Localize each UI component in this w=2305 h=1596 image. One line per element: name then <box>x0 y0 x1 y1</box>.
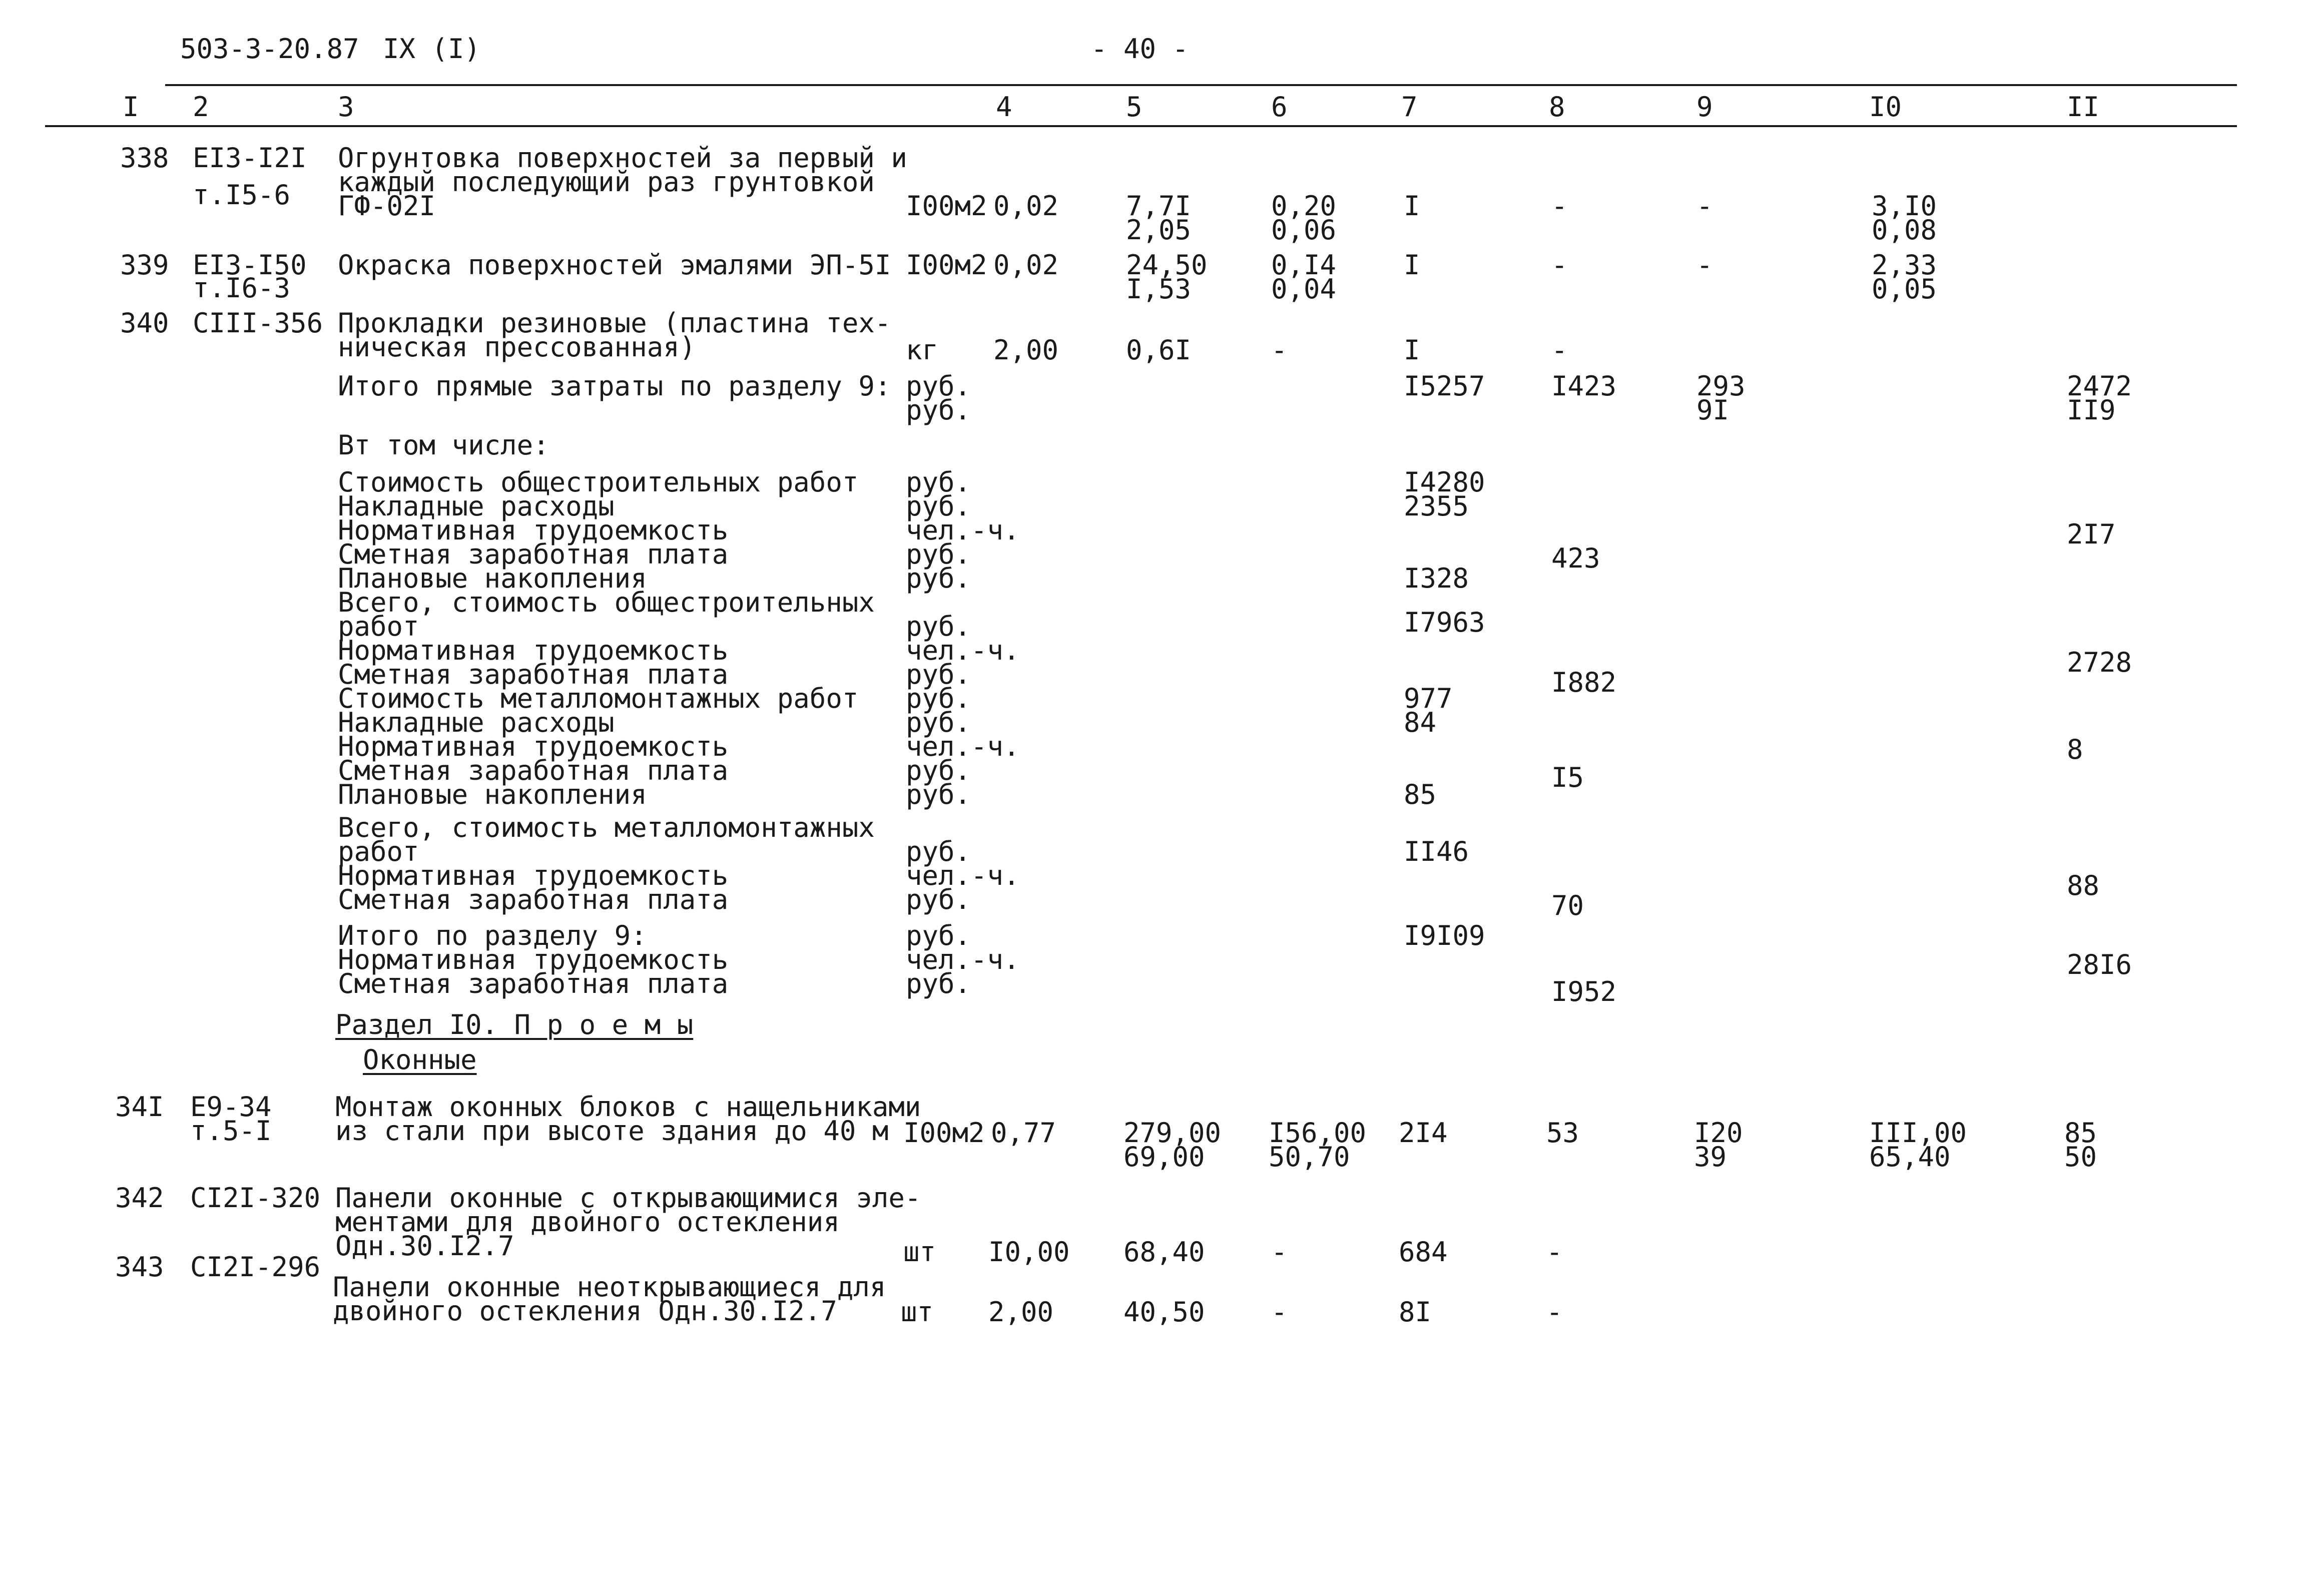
cell-col10: 2,33 0,05 <box>1872 249 1937 305</box>
breakdown-value: I4280 <box>1404 466 1485 498</box>
row-number: 34I <box>115 1091 164 1123</box>
breakdown-unit: руб. <box>906 836 971 867</box>
unit: кг <box>906 334 939 366</box>
breakdown-value: 977 <box>1404 683 1453 714</box>
row-number: 338 <box>120 142 169 174</box>
cell-col7: 8I <box>1399 1296 1432 1328</box>
breakdown-label: Всего, стоимость металломонтажных <box>338 812 875 843</box>
breakdown-label: Плановые накопления <box>338 563 647 594</box>
row-number: 342 <box>115 1182 164 1214</box>
breakdown-unit: руб. <box>906 707 971 738</box>
breakdown-value: II46 <box>1404 836 1469 867</box>
col-header: 3 <box>338 91 354 123</box>
breakdown-unit: руб. <box>906 611 971 642</box>
cell-col5: 24,50 I,53 <box>1126 249 1208 305</box>
cell-col10: 3,I0 0,08 <box>1872 190 1937 246</box>
breakdown-label: Нормативная трудоемкость <box>338 635 729 666</box>
cell-col8: - <box>1546 1296 1563 1328</box>
row-number: 340 <box>120 307 169 339</box>
cell-col11: 85 50 <box>2064 1117 2097 1173</box>
row-number: 343 <box>115 1251 164 1283</box>
cell-col7: I <box>1404 190 1420 222</box>
cell-col7: I <box>1404 334 1420 366</box>
quantity: 0,02 <box>993 190 1059 222</box>
breakdown-label: Нормативная трудоемкость <box>338 514 729 546</box>
breakdown-unit: руб. <box>906 968 971 999</box>
breakdown-unit: руб. <box>906 490 971 522</box>
incl-heading: Вт том числе: <box>338 429 549 461</box>
breakdown-value: 70 <box>1551 890 1584 921</box>
row-number: 339 <box>120 249 169 281</box>
breakdown-value: 84 <box>1404 707 1437 738</box>
description: Панели оконные с открывающимися эле- <box>335 1182 921 1214</box>
breakdown-label: Сметная заработная плата <box>338 659 729 690</box>
breakdown-value: I9I09 <box>1404 920 1485 951</box>
col-header: I <box>123 91 139 123</box>
rate-code: E9-34 <box>190 1091 272 1123</box>
cell-col5: 68,40 <box>1123 1236 1205 1268</box>
breakdown-unit: чел.-ч. <box>906 514 1020 546</box>
cell-col8: - <box>1551 249 1568 281</box>
section-title: Раздел I0. П р о е м ы <box>335 1009 694 1040</box>
section-subtitle: Оконные <box>363 1044 477 1076</box>
description: Прокладки резиновые (пластина тех- <box>338 307 891 339</box>
unit: I00м2 <box>906 190 987 222</box>
cell-col5: 0,6I <box>1126 334 1192 366</box>
description: Одн.30.I2.7 <box>335 1230 514 1262</box>
breakdown-label: Нормативная трудоемкость <box>338 944 729 975</box>
breakdown-unit: руб. <box>906 920 971 951</box>
breakdown-unit: чел.-ч. <box>906 731 1020 762</box>
col-header: 4 <box>996 91 1012 123</box>
unit: шт <box>901 1296 934 1328</box>
description: Монтаж оконных блоков с нащельниками <box>335 1091 921 1123</box>
cell-col9: I20 39 <box>1694 1117 1743 1173</box>
cell-col6: 0,I4 0,04 <box>1271 249 1337 305</box>
breakdown-label: Накладные расходы <box>338 707 615 738</box>
cell-col7: 2I4 <box>1399 1117 1448 1149</box>
breakdown-value: 8 <box>2067 734 2083 765</box>
description: ГФ-02I <box>338 190 436 222</box>
description: каждый последующий раз грунтовкой <box>338 166 875 198</box>
cell-col10: III,00 65,40 <box>1869 1117 1967 1173</box>
breakdown-label: работ <box>338 836 419 867</box>
unit: I00м2 <box>903 1117 985 1149</box>
description: Окраска поверхностей эмалями ЭП-5I <box>338 249 891 281</box>
rate-code: EI3-I50 <box>193 249 307 281</box>
breakdown-unit: руб. <box>906 659 971 690</box>
breakdown-value: 28I6 <box>2067 949 2132 980</box>
breakdown-label: Стоимость общестроительных работ <box>338 466 859 498</box>
quantity: I0,00 <box>988 1236 1070 1268</box>
breakdown-label: Нормативная трудоемкость <box>338 860 729 891</box>
breakdown-value: I952 <box>1551 976 1617 1007</box>
cell-col7: 684 <box>1399 1236 1448 1268</box>
breakdown-label: Нормативная трудоемкость <box>338 731 729 762</box>
description: из стали при высоте здания до 40 м <box>335 1115 889 1147</box>
breakdown-unit: чел.-ч. <box>906 860 1020 891</box>
description: Панели оконные неоткрывающиеся для <box>333 1271 886 1303</box>
description: ментами для двойного остекления <box>335 1206 840 1238</box>
breakdown-value: I882 <box>1551 667 1617 698</box>
cell-col6: 0,20 0,06 <box>1271 190 1337 246</box>
breakdown-label: Всего, стоимость общестроительных <box>338 587 875 618</box>
quantity: 0,77 <box>991 1117 1056 1149</box>
description: двойного остекления Одн.30.I2.7 <box>333 1295 837 1327</box>
breakdown-value: I5 <box>1551 762 1584 793</box>
col-header: 5 <box>1126 91 1142 123</box>
page-number: - 40 - <box>1091 33 1189 65</box>
breakdown-value: 2728 <box>2067 647 2132 678</box>
totals-unit: руб. руб. <box>906 370 971 426</box>
rate-code: EI3-I2I <box>193 142 307 174</box>
cell-col5: 279,00 69,00 <box>1123 1117 1222 1173</box>
breakdown-label: Стоимость металломонтажных работ <box>338 683 859 714</box>
breakdown-label: Сметная заработная плата <box>338 539 729 570</box>
breakdown-unit: руб. <box>906 683 971 714</box>
cell-col11: 2472 II9 <box>2067 370 2132 426</box>
cell-col8: - <box>1551 190 1568 222</box>
breakdown-unit: чел.-ч. <box>906 635 1020 666</box>
rate-table: т.I6-3 <box>193 272 291 304</box>
breakdown-label: Сметная заработная плата <box>338 884 729 915</box>
breakdown-value: 423 <box>1551 543 1600 574</box>
breakdown-label: работ <box>338 611 419 642</box>
breakdown-unit: руб. <box>906 539 971 570</box>
breakdown-label: Сметная заработная плата <box>338 968 729 999</box>
totals-label: Итого прямые затраты по разделу 9: <box>338 370 891 402</box>
col-header: 8 <box>1549 91 1565 123</box>
header-rule-bottom <box>45 125 2237 127</box>
col-header: 2 <box>193 91 209 123</box>
cell-col6: - <box>1271 334 1288 366</box>
rate-code: CI2I-320 <box>190 1182 321 1214</box>
header-rule-top <box>165 84 2237 86</box>
quantity: 2,00 <box>988 1296 1054 1328</box>
unit: I00м2 <box>906 249 987 281</box>
cell-col9: 293 9I <box>1696 370 1746 426</box>
description: Огрунтовка поверхностей за первый и <box>338 142 907 174</box>
breakdown-label: Накладные расходы <box>338 490 615 522</box>
cell-col6: - <box>1271 1296 1288 1328</box>
col-header: 9 <box>1696 91 1713 123</box>
sheet-number: IX (I) <box>383 33 481 65</box>
breakdown-label: Итого по разделу 9: <box>338 920 647 951</box>
breakdown-unit: чел.-ч. <box>906 944 1020 975</box>
quantity: 2,00 <box>993 334 1059 366</box>
cell-col9: - <box>1696 190 1713 222</box>
cell-col7: I <box>1404 249 1420 281</box>
breakdown-value: I328 <box>1404 563 1469 594</box>
cell-col8: 53 <box>1546 1117 1579 1149</box>
rate-table: т.I5-6 <box>193 179 291 211</box>
doc-code: 503-3-20.87 <box>180 33 359 65</box>
breakdown-value: 2355 <box>1404 490 1469 522</box>
breakdown-value: 2I7 <box>2067 518 2116 550</box>
cell-col8: I423 <box>1551 370 1617 402</box>
quantity: 0,02 <box>993 249 1059 281</box>
breakdown-unit: руб. <box>906 779 971 810</box>
rate-code: CIII-356 <box>193 307 323 339</box>
col-header: 7 <box>1401 91 1418 123</box>
breakdown-value: 88 <box>2067 870 2100 901</box>
cell-col6: I56,00 50,70 <box>1269 1117 1367 1173</box>
breakdown-unit: руб. <box>906 466 971 498</box>
breakdown-label: Плановые накопления <box>338 779 647 810</box>
cell-col9: - <box>1696 249 1713 281</box>
description: ническая прессованная) <box>338 331 696 363</box>
col-header: II <box>2067 91 2100 123</box>
cell-col8: - <box>1546 1236 1563 1268</box>
col-header: 6 <box>1271 91 1288 123</box>
breakdown-label: Сметная заработная плата <box>338 755 729 786</box>
cell-col6: - <box>1271 1236 1288 1268</box>
breakdown-value: I7963 <box>1404 607 1485 638</box>
rate-code: CI2I-296 <box>190 1251 321 1283</box>
rate-table: т.5-I <box>190 1115 272 1147</box>
cell-col8: - <box>1551 334 1568 366</box>
cell-col5: 40,50 <box>1123 1296 1205 1328</box>
col-header: I0 <box>1869 91 1902 123</box>
cell-col5: 7,7I 2,05 <box>1126 190 1192 246</box>
cell-col7: I5257 <box>1404 370 1485 402</box>
breakdown-unit: руб. <box>906 884 971 915</box>
breakdown-unit: руб. <box>906 755 971 786</box>
breakdown-value: 85 <box>1404 779 1437 810</box>
breakdown-unit: руб. <box>906 563 971 594</box>
unit: шт <box>903 1236 936 1268</box>
